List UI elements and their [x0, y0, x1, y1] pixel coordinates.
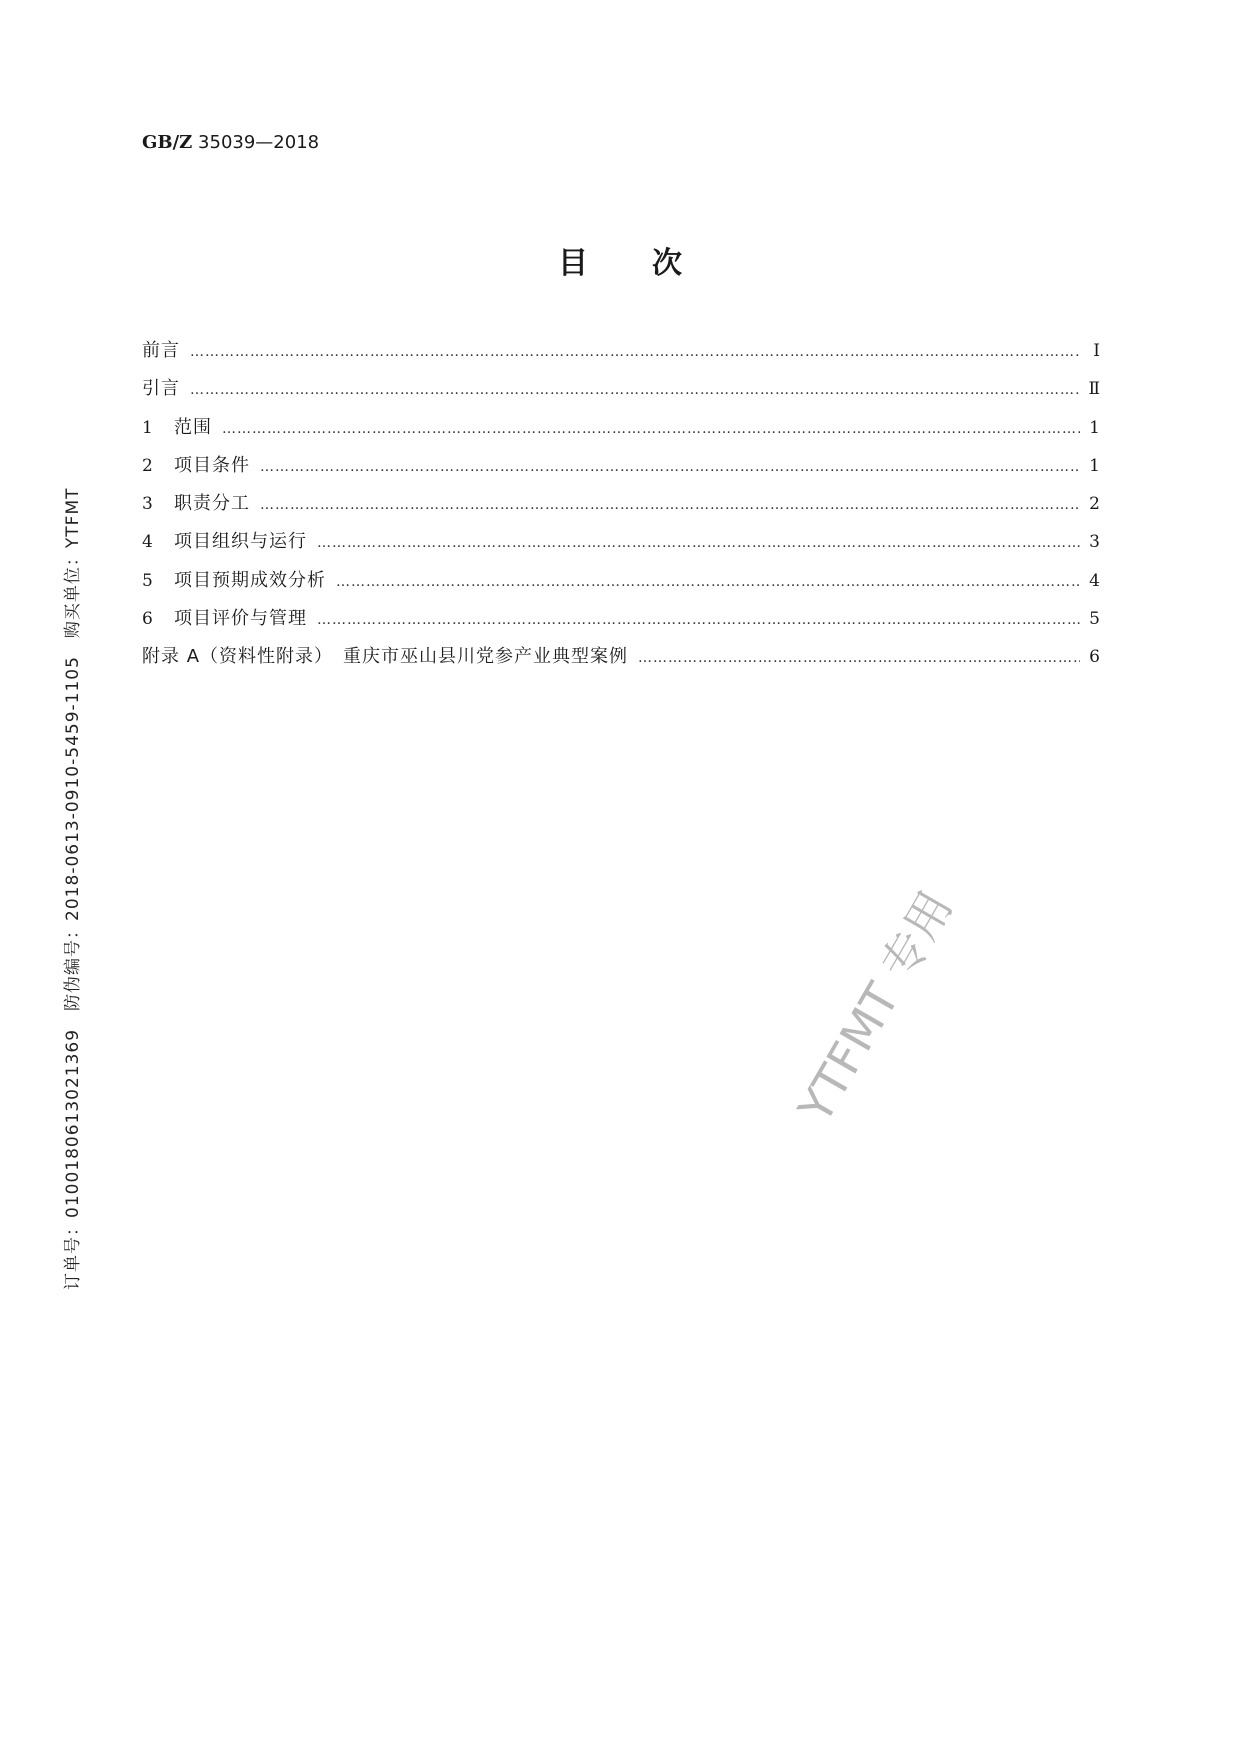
toc-entry-foreword[interactable] — [142, 336, 1100, 374]
toc-entry-page: Ⅰ — [1093, 341, 1100, 361]
toc-leader-dots — [638, 650, 1080, 666]
toc-entry-page: 1 — [1089, 417, 1100, 438]
toc-entry-number: 3 — [142, 494, 153, 515]
toc-leader-dots — [336, 574, 1080, 590]
toc-leader-dots — [260, 459, 1080, 475]
standard-prefix: GB/Z — [142, 132, 193, 153]
toc-entry-page: 6 — [1089, 647, 1100, 668]
toc-entry-label: 附录 A（资料性附录） 重庆市巫山县川党参产业典型案例 — [142, 646, 629, 668]
standard-code: 35039—2018 — [198, 132, 320, 153]
toc-entry-page: 4 — [1089, 570, 1100, 591]
toc-entry-label: 前言 — [142, 340, 180, 361]
table-of-contents — [142, 336, 1100, 681]
toc-entry-number: 1 — [142, 417, 153, 438]
toc-leader-dots — [222, 421, 1080, 437]
toc-entry-number: 2 — [142, 455, 153, 476]
toc-entry-4[interactable] — [142, 527, 1100, 565]
toc-entry-label: 项目组织与运行 — [174, 531, 307, 553]
toc-leader-dots — [260, 497, 1080, 513]
toc-title: 目次 — [558, 246, 746, 281]
toc-entry-page: 1 — [1089, 455, 1100, 476]
toc-entry-page: 3 — [1089, 532, 1100, 553]
toc-entry-label: 项目评价与管理 — [174, 608, 307, 630]
toc-entry-number: 6 — [142, 609, 153, 630]
toc-leader-dots — [190, 344, 1080, 360]
toc-leader-dots — [317, 612, 1080, 628]
standard-number — [142, 132, 319, 153]
toc-entry-5[interactable] — [142, 566, 1100, 604]
toc-entry-number: 5 — [142, 570, 153, 591]
toc-entry-appendix-a[interactable] — [142, 642, 1100, 680]
toc-entry-introduction[interactable] — [142, 374, 1100, 412]
toc-entry-page: 5 — [1089, 609, 1100, 630]
toc-entry-label: 项目条件 — [174, 454, 250, 476]
toc-entry-3[interactable] — [142, 489, 1100, 527]
toc-entry-number: 4 — [142, 532, 153, 553]
toc-entry-label: 项目预期成效分析 — [174, 569, 326, 591]
toc-entry-2[interactable] — [142, 451, 1100, 489]
watermark: YTFMT 专用 — [787, 881, 964, 1132]
order-info-side-note: 订单号：0100180613021369 防伪编号：2018-0613-0910-5459-1105 购买单位：YTFMT — [63, 487, 83, 1290]
toc-leader-dots — [190, 382, 1080, 398]
toc-entry-1[interactable] — [142, 413, 1100, 451]
toc-entry-page: Ⅱ — [1088, 379, 1100, 400]
toc-leader-dots — [317, 535, 1080, 551]
toc-entry-label: 职责分工 — [174, 493, 250, 515]
toc-entry-6[interactable] — [142, 604, 1100, 642]
toc-entry-label: 范围 — [174, 416, 212, 438]
toc-entry-label: 引言 — [142, 378, 180, 400]
toc-entry-page: 2 — [1089, 494, 1100, 515]
